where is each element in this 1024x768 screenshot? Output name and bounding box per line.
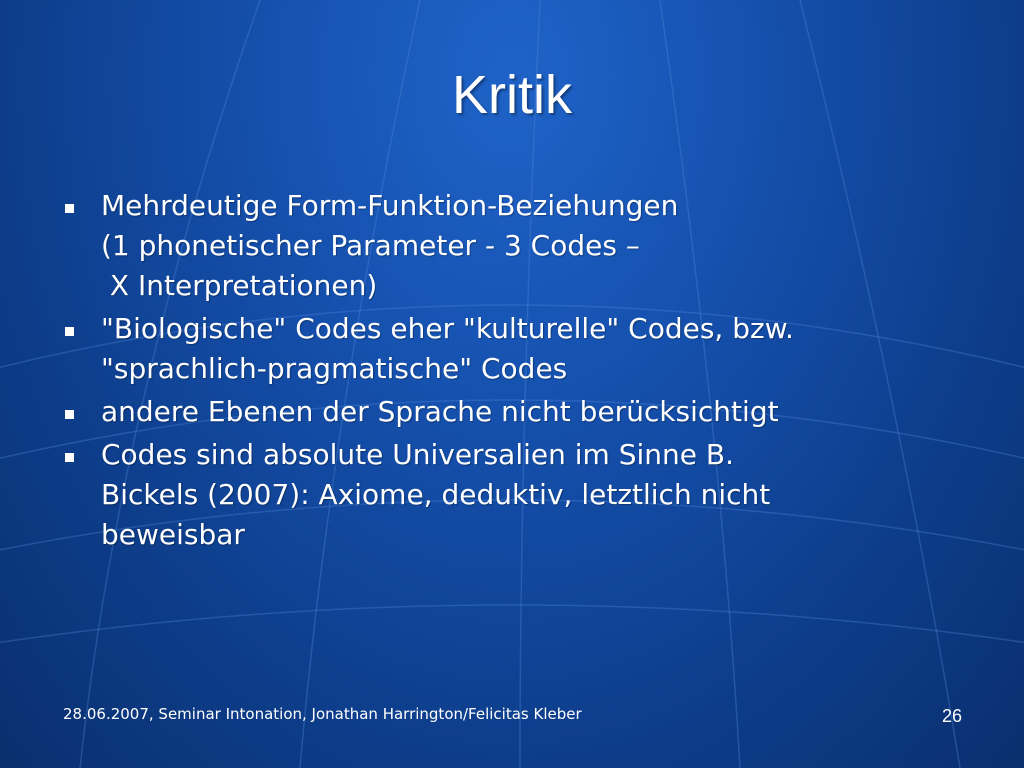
page-number: 26: [941, 706, 962, 726]
bullet-list: [60, 186, 980, 558]
bullet-line: Mehrdeutige Form-Funktion-Beziehungen: [101, 189, 679, 222]
bullet-line: Codes sind absolute Universalien im Sinne B.: [101, 438, 734, 471]
bullet-line: X Interpretationen): [101, 269, 378, 302]
slide-title: Kritik: [452, 65, 572, 125]
square-bullet-icon: [65, 327, 74, 336]
bullet-line: beweisbar: [101, 518, 245, 551]
bullet-item: [60, 435, 980, 555]
square-bullet-icon: [65, 204, 74, 213]
square-bullet-icon: [65, 453, 74, 462]
bullet-line: Bickels (2007): Axiome, deduktiv, letztlich nicht: [101, 478, 771, 511]
bullet-item: [60, 392, 980, 432]
slide-footer: 28.06.2007, Seminar Intonation, Jonathan Harrington/Felicitas Kleber: [63, 705, 582, 723]
bullet-item: [60, 186, 980, 306]
bullet-line: "sprachlich-pragmatische" Codes: [101, 352, 568, 385]
bullet-line: (1 phonetischer Parameter - 3 Codes –: [101, 229, 640, 262]
bullet-line: andere Ebenen der Sprache nicht berücksichtigt: [101, 395, 779, 428]
bullet-line: "Biologische" Codes eher "kulturelle" Codes, bzw.: [101, 312, 794, 345]
bullet-item: [60, 309, 980, 389]
square-bullet-icon: [65, 410, 74, 419]
